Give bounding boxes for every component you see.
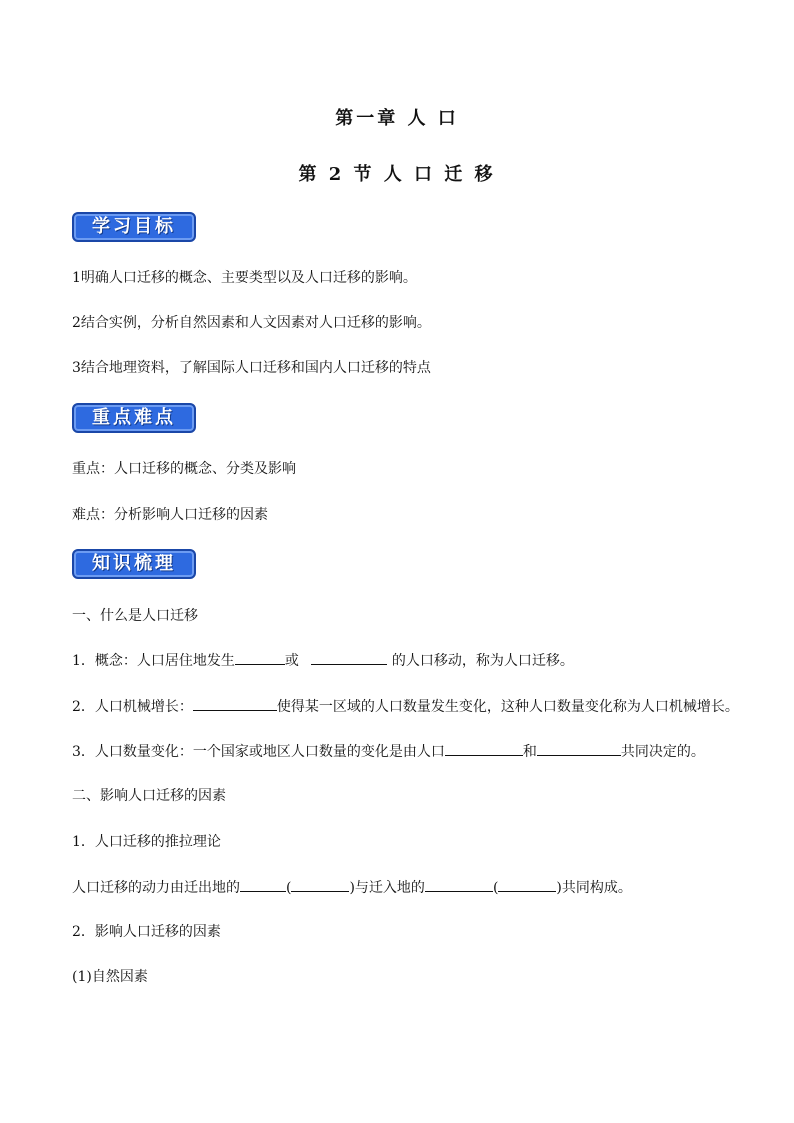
push-pull-text-d: ( bbox=[492, 880, 499, 896]
mechanical-text-b: 使得某一区域的人口数量发生变化，这种人口数量变化称为人口机械增长。 bbox=[276, 699, 739, 715]
fill-blank[interactable] bbox=[445, 741, 523, 756]
change-text-a: 3．人口数量变化：一个国家或地区人口数量的变化是由人口 bbox=[72, 744, 445, 760]
mechanical-growth-line bbox=[72, 696, 739, 717]
key-points-badge: 重点难点 bbox=[72, 403, 196, 433]
change-text-c: 共同决定的。 bbox=[620, 744, 705, 760]
objective-item: 2结合实例，分析自然因素和人文因素对人口迁移的影响。 bbox=[72, 315, 431, 331]
key-point-difficult: 难点：分析影响人口迁移的因素 bbox=[72, 507, 268, 523]
concept-line bbox=[72, 650, 574, 671]
mechanical-text-a: 2．人口机械增长： bbox=[72, 699, 193, 715]
part1-heading: 一、什么是人口迁移 bbox=[72, 608, 198, 624]
natural-factors-heading: (1)自然因素 bbox=[72, 969, 148, 985]
objectives-badge: 学习目标 bbox=[72, 212, 196, 242]
change-text-b: 和 bbox=[522, 744, 537, 760]
fill-blank[interactable] bbox=[235, 650, 285, 665]
fill-blank[interactable] bbox=[193, 696, 277, 711]
fill-blank[interactable] bbox=[291, 877, 349, 892]
chapter-title: 第一章 人 口 bbox=[335, 108, 459, 129]
fill-blank[interactable] bbox=[311, 650, 387, 665]
section-title: 第 2 节 人 口 迁 移 bbox=[298, 164, 496, 185]
push-pull-text-c: )与迁入地的 bbox=[349, 880, 425, 896]
population-change-line bbox=[72, 741, 705, 762]
objective-item: 1明确人口迁移的概念、主要类型以及人口迁移的影响。 bbox=[72, 270, 417, 286]
fill-blank[interactable] bbox=[240, 877, 286, 892]
concept-text-b: 或 bbox=[284, 653, 304, 669]
push-pull-text-b: ( bbox=[286, 880, 292, 896]
part2-heading: 二、影响人口迁移的因素 bbox=[72, 788, 226, 804]
push-pull-text-e: )共同构成。 bbox=[556, 880, 632, 896]
concept-text-a: 1．概念：人口居住地发生 bbox=[72, 653, 235, 669]
factors-heading: 2．影响人口迁移的因素 bbox=[72, 924, 221, 940]
fill-blank[interactable] bbox=[537, 741, 621, 756]
push-pull-heading: 1．人口迁移的推拉理论 bbox=[72, 834, 221, 850]
key-point-important: 重点：人口迁移的概念、分类及影响 bbox=[72, 461, 296, 477]
objective-item: 3结合地理资料，了解国际人口迁移和国内人口迁移的特点 bbox=[72, 360, 431, 376]
fill-blank[interactable] bbox=[498, 877, 556, 892]
push-pull-text-a: 人口迁移的动力由迁出地的 bbox=[72, 880, 240, 896]
knowledge-badge: 知识梳理 bbox=[72, 549, 196, 579]
fill-blank[interactable] bbox=[425, 877, 493, 892]
push-pull-line bbox=[72, 877, 632, 898]
concept-text-c: 的人口移动，称为人口迁移。 bbox=[387, 653, 574, 669]
